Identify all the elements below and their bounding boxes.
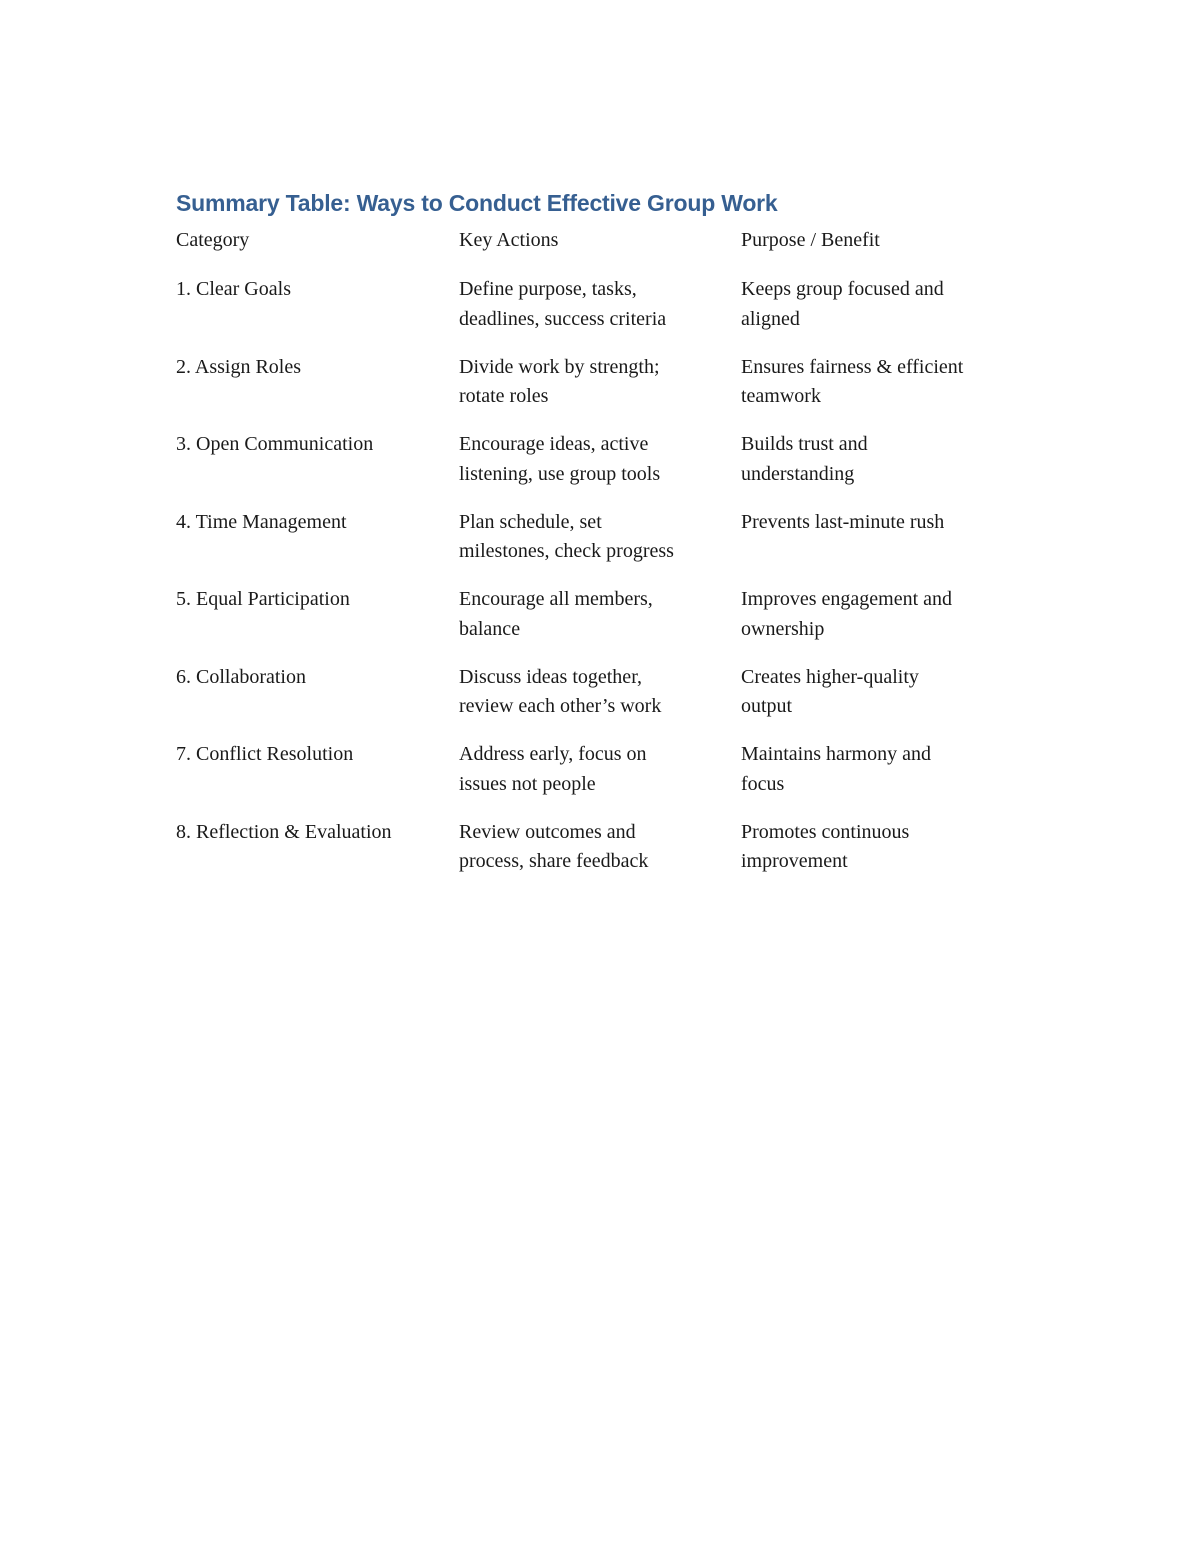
table-header-row	[176, 226, 1036, 275]
purpose-benefit-line: teamwork	[741, 385, 821, 407]
header-category: Category	[176, 229, 250, 251]
table-row	[176, 430, 1036, 508]
category-cell: 6. Collaboration	[176, 665, 306, 688]
purpose-benefit-line: Builds trust and	[741, 433, 868, 455]
category-cell: 3. Open Communication	[176, 433, 374, 455]
key-actions-line: deadlines, success criteria	[459, 307, 667, 330]
key-actions-line: Divide work by strength;	[459, 355, 660, 378]
table-row	[176, 818, 1036, 896]
key-actions-cell	[459, 430, 741, 489]
purpose-benefit-line: ownership	[741, 617, 825, 640]
key-actions-cell	[459, 818, 741, 877]
category-cell: 8. Reflection & Evaluation	[176, 820, 392, 843]
purpose-benefit-line: Maintains harmony and	[741, 743, 931, 765]
purpose-benefit-cell	[741, 275, 1036, 334]
category-cell: 7. Conflict Resolution	[176, 743, 354, 765]
purpose-benefit-line: Promotes continuous	[741, 820, 910, 843]
table-row	[176, 508, 1036, 586]
purpose-benefit-line: Prevents last-minute rush	[741, 510, 945, 533]
purpose-benefit-line: Ensures fairness & efficient	[741, 355, 964, 378]
key-actions-line: balance	[459, 617, 521, 640]
purpose-benefit-cell	[741, 353, 1036, 412]
category-cell: 2. Assign Roles	[176, 355, 302, 378]
key-actions-cell	[459, 663, 741, 722]
table-row	[176, 275, 1036, 353]
key-actions-line: Plan schedule, set	[459, 510, 602, 533]
purpose-benefit-cell	[741, 663, 1036, 722]
key-actions-line: process, share feedback	[459, 850, 649, 872]
key-actions-line: review each other’s work	[459, 695, 662, 717]
purpose-benefit-line: Keeps group focused and	[741, 278, 944, 300]
key-actions-line: issues not people	[459, 772, 596, 795]
key-actions-line: Discuss ideas together,	[459, 665, 643, 688]
purpose-benefit-line: aligned	[741, 307, 800, 330]
purpose-benefit-cell	[741, 818, 1036, 877]
key-actions-line: Encourage ideas, active	[459, 433, 649, 455]
purpose-benefit-cell	[741, 508, 1036, 538]
table-row	[176, 663, 1036, 741]
purpose-benefit-line: Improves engagement and	[741, 588, 953, 610]
purpose-benefit-line: understanding	[741, 462, 855, 485]
key-actions-cell	[459, 275, 741, 334]
key-actions-cell	[459, 740, 741, 799]
purpose-benefit-cell	[741, 430, 1036, 489]
purpose-benefit-line: Creates higher-quality	[741, 665, 919, 688]
category-cell: 1. Clear Goals	[176, 278, 291, 300]
key-actions-line: milestones, check progress	[459, 540, 674, 562]
key-actions-line: Define purpose, tasks,	[459, 278, 637, 300]
purpose-benefit-line: improvement	[741, 850, 848, 872]
category-cell: 5. Equal Participation	[176, 588, 350, 610]
table-row	[176, 353, 1036, 431]
key-actions-line: Address early, focus on	[459, 743, 647, 765]
key-actions-cell	[459, 585, 741, 644]
category-cell: 4. Time Management	[176, 510, 347, 533]
key-actions-line: Encourage all members,	[459, 588, 653, 610]
header-purpose-benefit: Purpose / Benefit	[741, 229, 880, 251]
purpose-benefit-cell	[741, 740, 1036, 799]
header-key-actions: Key Actions	[459, 229, 559, 251]
purpose-benefit-line: output	[741, 695, 793, 717]
table-body	[176, 275, 1036, 895]
table-row	[176, 740, 1036, 818]
key-actions-line: listening, use group tools	[459, 462, 661, 485]
summary-table	[176, 226, 1036, 895]
purpose-benefit-cell	[741, 585, 1036, 644]
key-actions-cell	[459, 508, 741, 567]
key-actions-cell	[459, 353, 741, 412]
key-actions-line: rotate roles	[459, 385, 549, 407]
page-title: Summary Table: Ways to Conduct Effective Group Work	[176, 190, 778, 216]
table-row	[176, 585, 1036, 663]
purpose-benefit-line: focus	[741, 772, 785, 795]
key-actions-line: Review outcomes and	[459, 820, 636, 843]
